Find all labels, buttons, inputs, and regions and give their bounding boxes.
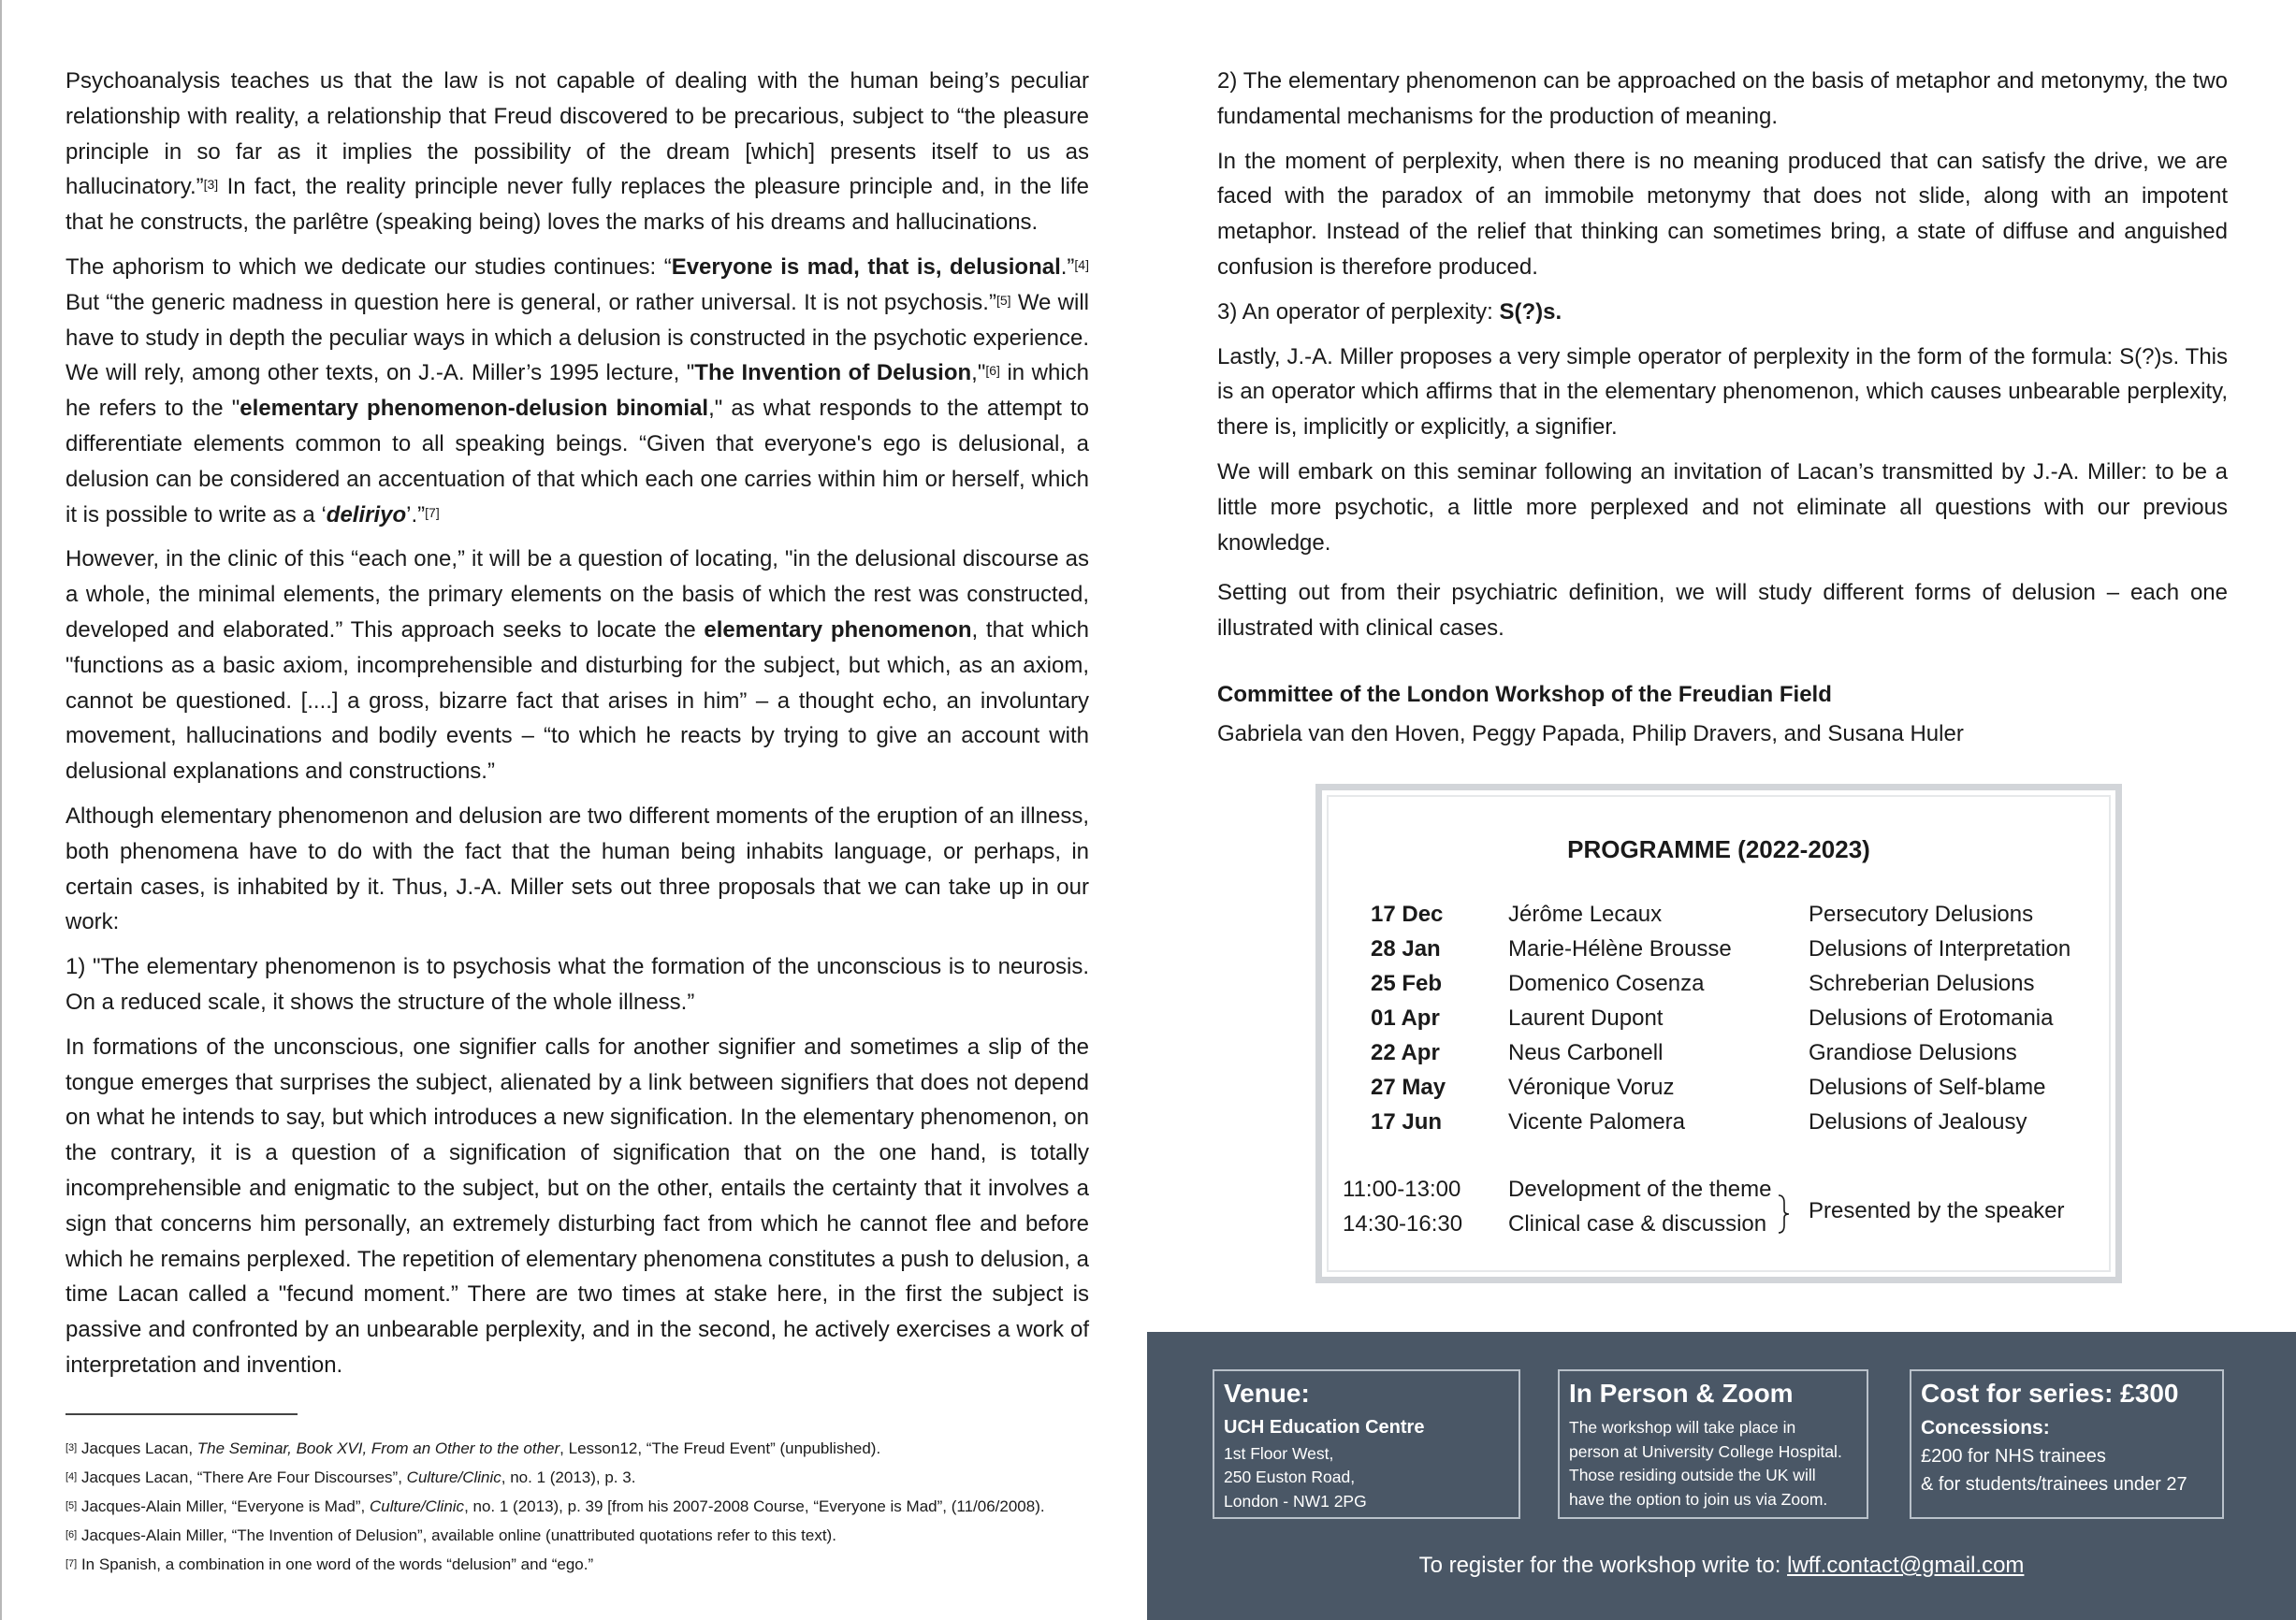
- register-line: To register for the workshop write to: lwff.contact@gmail.com: [1418, 1553, 2025, 1578]
- programme-speaker: Marie-Hélène Brousse: [1508, 936, 1732, 962]
- cost-line: £200 for NHS trainees: [1921, 1445, 2106, 1467]
- programme-topic: Delusions of Jealousy: [1809, 1109, 2027, 1135]
- zoom-line: have the option to join us via Zoom.: [1569, 1489, 1828, 1509]
- footnotes: [65, 1434, 1089, 1579]
- programme-speaker: Jérôme Lecaux: [1508, 902, 1663, 927]
- zoom-line: Those residing outside the UK will: [1569, 1466, 1816, 1484]
- zoom-line: person at University College Hospital.: [1569, 1441, 1842, 1461]
- programme-topic: Delusions of Erotomania: [1809, 1005, 2054, 1031]
- register-email-link[interactable]: lwff.contact@gmail.com: [1787, 1553, 2025, 1578]
- venue-name: UCH Education Centre: [1224, 1417, 1425, 1438]
- footnote-6: [6] Jacques-Alain Miller, “The Invention of Delusion”, available online (unattributed quotations refer to this text).: [65, 1526, 836, 1544]
- zoom-line: The workshop will take place in: [1569, 1418, 1796, 1437]
- brace-icon: [1777, 1193, 1792, 1235]
- programme-date: 27 May: [1371, 1075, 1446, 1100]
- paragraph-r2: In the moment of perplexity, when there is no meaning produced that can satisfy the drive, we are faced with the paradox of an immobile metonymy that does not slide, along with an impotent metaphor. Instead of the relief that thinking can sometimes bring, a state of diffuse and anguished confusion is therefore produced.: [1217, 148, 2228, 280]
- programme-topic: Grandiose Delusions: [1809, 1040, 2017, 1065]
- paragraph-3: However, in the clinic of this “each one,” it will be a question of locating, "in the delusional discourse as a whole, the minimal elements, the primary elements on the basis of which the rest was constructed, developed and elaborated.” This approach seeks to locate the elementary phenomenon, that which "functions as a basic axiom, incomprehensible and disturbing for the subject, but which, as an axiom, cannot be questioned. [....] a gross, bizarre fact that arises in him” – a thought echo, an involuntary movement, hallucinations and bodily events – “to which he reacts by trying to give an account with delusional explanations and constructions.”: [65, 546, 1089, 785]
- footnote-ref-7[interactable]: [7]: [425, 504, 440, 520]
- programme-topic: Persecutory Delusions: [1809, 902, 2034, 927]
- footnote-ref-5[interactable]: [5]: [995, 292, 1011, 308]
- venue-card: [1213, 1369, 1520, 1519]
- programme-date: 25 Feb: [1371, 971, 1443, 996]
- footnote-ref-4[interactable]: [4]: [1074, 256, 1089, 272]
- cost-title: Cost for series: £300: [1921, 1379, 2179, 1408]
- right-column: [1217, 64, 2228, 747]
- paragraph-r3: 3) An operator of perplexity: S(?)s.: [1217, 298, 1562, 325]
- paragraph-2: The aphorism to which we dedicate our studies continues: “Everyone is mad, that is, delusional.”[4] But “the generic madness in question here is general, or rather universal. It is not psychosis.”[5] We will have to study in depth the peculiar ways in which a delusion is constructed in the psychotic experience. We will rely, among other texts, on J.-A. Miller’s 1995 lecture, "The Invention of Delusion,"[6] in which he refers to the "elementary phenomenon-delusion binomial," as what responds to the attempt to differentiate elements common to all speaking beings. “Given that everyone's ego is delusional, a delusion can be considered an accentuation of that which each one carries within him or herself, which it is possible to write as a ‘deliriyo’.”[7]: [65, 253, 1090, 528]
- footnote-ref-6[interactable]: [6]: [985, 363, 1000, 379]
- venue-title: Venue:: [1224, 1379, 1310, 1408]
- paragraph-r6: Setting out from their psychiatric definition, we will study different forms of delusion – each one illustrated with clinical cases.: [1217, 580, 2228, 642]
- programme-topic: Schreberian Delusions: [1809, 971, 2035, 996]
- programme-date: 01 Apr: [1371, 1005, 1440, 1031]
- paragraph-r5: We will embark on this seminar following an invitation of Lacan’s transmitted by J.-A. Miller: to be a little more psychotic, a little more perplexed and not eliminate all questions with our previous knowledge.: [1217, 458, 2228, 556]
- concessions-title: Concessions:: [1921, 1417, 2050, 1439]
- info-panel: [1147, 1332, 2296, 1620]
- footnote-3: [3] Jacques Lacan, The Seminar, Book XVI, From an Other to the other, Lesson12, “The Freud Event” (unpublished).: [65, 1439, 881, 1457]
- paragraph-6: In formations of the unconscious, one signifier calls for another signifier and sometimes a slip of the tongue emerges that surprises the subject, alienated by a link between signifiers that does not depend on what he intends to say, but which introduces a new signification. In the elementary phenomenon, on the contrary, it is a question of a signification of signification that on the one hand, is totally incomprehensible and enigmatic to the subject, but on the other, entails the certainty that it involves a sign that concerns him personally, an extremely disturbing fact from which he cannot flee and before which he remains perplexed. The repetition of elementary phenomena constitutes a push to delusion, a time Lacan called a "fecund moment.” There are two times at stake here, in the first the subject is passive and confronted by an unbearable perplexity, and in the second, he actively exercises a work of interpretation and invention.: [65, 1034, 1089, 1378]
- programme-speaker: Véronique Voruz: [1508, 1075, 1675, 1100]
- footnote-7: [7] In Spanish, a combination in one word of the words “delusion” and “ego.”: [65, 1555, 594, 1573]
- footnote-4: [4] Jacques Lacan, “There Are Four Discourses”, Culture/Clinic, no. 1 (2013), p. 3.: [65, 1468, 636, 1486]
- session-label-morning: Development of the theme: [1508, 1177, 1772, 1202]
- programme-date: 22 Apr: [1371, 1040, 1440, 1065]
- programme-speaker: Vicente Palomera: [1508, 1109, 1685, 1135]
- programme-date: 17 Dec: [1371, 902, 1444, 927]
- left-column: [65, 64, 1089, 1579]
- programme-speaker: Laurent Dupont: [1508, 1005, 1664, 1031]
- committee-names: Gabriela van den Hoven, Peggy Papada, Philip Dravers, and Susana Huler: [1217, 720, 1964, 746]
- programme-speaker: Neus Carbonell: [1508, 1040, 1664, 1065]
- programme-date: 28 Jan: [1371, 936, 1441, 962]
- venue-line: 250 Euston Road,: [1224, 1468, 1356, 1486]
- paragraph-1: Psychoanalysis teaches us that the law is not capable of dealing with the human being’s peculiar relationship with reality, a relationship that Freud discovered to be precarious, subject to “the pleasure principle in so far as it implies the possibility of the dream [which] presents itself to us as hallucinatory.”[3] In fact, the reality principle never fully replaces the pleasure principle and, in the life that he constructs, the parlêtre (speaking being) loves the marks of his dreams and hallucinations.: [65, 68, 1089, 236]
- session-time-morning: 11:00-13:00: [1343, 1177, 1461, 1202]
- session-label-afternoon: Clinical case & discussion: [1508, 1211, 1767, 1237]
- programme-date: 17 Jun: [1371, 1109, 1443, 1135]
- cost-line: & for students/trainees under 27: [1921, 1473, 2187, 1495]
- session-time-afternoon: 14:30-16:30: [1343, 1211, 1463, 1237]
- zoom-title: In Person & Zoom: [1569, 1379, 1794, 1408]
- paragraph-r4: Lastly, J.-A. Miller proposes a very simple operator of perplexity in the form of the formula: S(?)s. This is an operator which affirms that in the elementary phenomenon, which causes unbearable perplexity, there is, implicitly or explicitly, a signifier.: [1217, 343, 2228, 441]
- paragraph-5: 1) "The elementary phenomenon is to psychosis what the formation of the unconscious is to neurosis. On a reduced scale, it shows the structure of the whole illness.”: [65, 954, 1089, 1015]
- footnote-ref-3[interactable]: [3]: [203, 177, 219, 193]
- venue-line: 1st Floor West,: [1224, 1443, 1334, 1463]
- committee-title: Committee of the London Workshop of the Freudian Field: [1217, 681, 1832, 707]
- zoom-card: [1558, 1369, 1868, 1519]
- footnote-5: [5] Jacques-Alain Miller, “Everyone is Mad”, Culture/Clinic, no. 1 (2013), p. 39 [from his 2007-2008 Course, “Everyone is Mad”, (11/06/2008).: [65, 1497, 1045, 1515]
- programme-title: PROGRAMME (2022-2023): [1567, 835, 1870, 863]
- page-edge: [0, 0, 2, 1620]
- paragraph-4: Although elementary phenomenon and delusion are two different moments of the eruption of an illness, both phenomena have to do with the fact that the human being inhabits language, or perhaps, in certain cases, is inhabited by it. Thus, J.-A. Miller sets out three proposals that we can take up in our work:: [65, 803, 1089, 935]
- programme-topic: Delusions of Interpretation: [1809, 936, 2071, 962]
- presented-by-speaker: Presented by the speaker: [1809, 1198, 2065, 1223]
- paragraph-r1: 2) The elementary phenomenon can be approached on the basis of metaphor and metonymy, the two fundamental mechanisms for the production of meaning.: [1217, 68, 2228, 129]
- footnote-divider: [65, 1413, 298, 1415]
- programme-topic: Delusions of Self-blame: [1809, 1075, 2046, 1100]
- programme-box: [1315, 784, 2122, 1283]
- venue-line: London - NW1 2PG: [1224, 1491, 1367, 1511]
- programme-speaker: Domenico Cosenza: [1508, 971, 1705, 996]
- cost-card: [1910, 1369, 2224, 1519]
